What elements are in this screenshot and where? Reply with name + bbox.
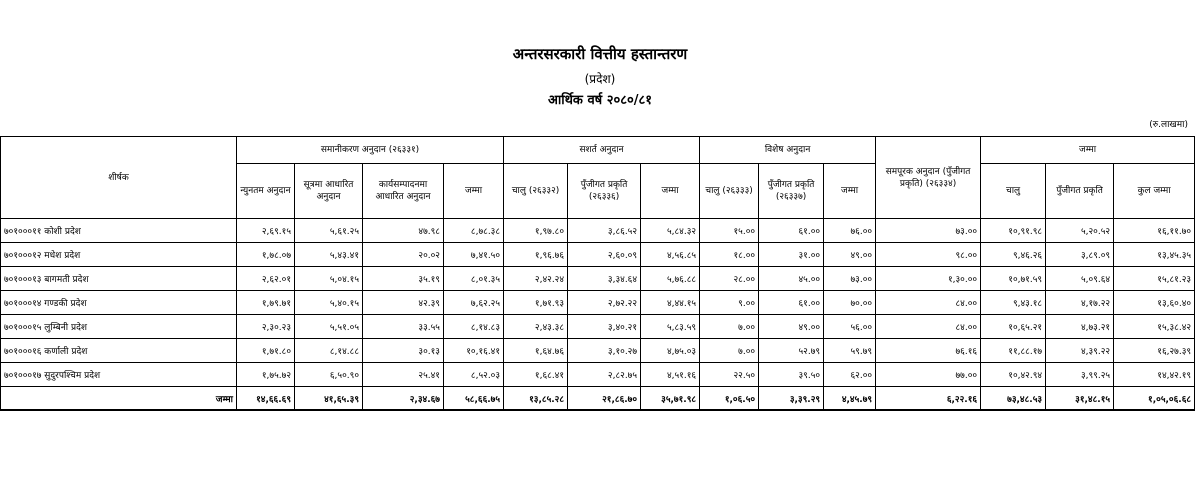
table-row xyxy=(1,267,1195,291)
table-cell: १०,७१.५९ xyxy=(981,267,1046,291)
table-cell: ५,७६.८८ xyxy=(641,267,700,291)
total-label: जम्मा xyxy=(1,387,237,411)
table-cell: ६१.०० xyxy=(759,219,824,243)
group-header-equalization: समानीकरण अनुदान (२६३३१) xyxy=(237,137,504,164)
table-cell: २८.०० xyxy=(700,267,759,291)
table-row xyxy=(1,243,1195,267)
table-cell: ७३.०० xyxy=(824,267,876,291)
table-cell: १,७९.७१ xyxy=(237,291,295,315)
row-label: ७०१०००११ कोशी प्रदेश xyxy=(1,219,237,243)
table-cell: ५,४३.४१ xyxy=(295,243,363,267)
column-header: पुँजीगत प्रकृति (२६३३६) xyxy=(568,164,641,219)
total-cell: १४,६६.६९ xyxy=(237,387,295,411)
table-row xyxy=(1,363,1195,387)
column-header: कार्यसम्पादनमा आधारित अनुदान xyxy=(363,164,444,219)
table-cell: ४२.३९ xyxy=(363,291,444,315)
column-header: चालु (२६३३३) xyxy=(700,164,759,219)
table-cell: १०,१६.४१ xyxy=(444,339,504,363)
table-cell: ८,१४.८३ xyxy=(444,315,504,339)
column-header: जम्मा xyxy=(824,164,876,219)
table-cell: १,७१.९३ xyxy=(504,291,568,315)
table-cell: २५.४१ xyxy=(363,363,444,387)
table-cell: ९८.०० xyxy=(876,243,981,267)
table-cell: १५.०० xyxy=(700,219,759,243)
table-cell: २,४२.२४ xyxy=(504,267,568,291)
table-cell: २,६२.०१ xyxy=(237,267,295,291)
table-cell: १३,६०.४० xyxy=(1114,291,1195,315)
report-subtitle: (प्रदेश) xyxy=(584,72,616,86)
table-cell: ७.०० xyxy=(700,315,759,339)
total-cell: ३,३९.२९ xyxy=(759,387,824,411)
table-cell: ३,१०.२७ xyxy=(568,339,641,363)
table-cell: १,९७.८० xyxy=(504,219,568,243)
table-cell: ४,५१.१६ xyxy=(641,363,700,387)
table-cell: ४,५६.८५ xyxy=(641,243,700,267)
fiscal-year: आर्थिक वर्ष २०८०/८१ xyxy=(547,93,653,108)
table-cell: १४,४२.१९ xyxy=(1114,363,1195,387)
table-cell: २,६९.१५ xyxy=(237,219,295,243)
table-cell: ४,७५.०३ xyxy=(641,339,700,363)
total-cell: १,०६.५० xyxy=(700,387,759,411)
table-cell: ५२.७९ xyxy=(759,339,824,363)
table-cell: ८,५२.०३ xyxy=(444,363,504,387)
table-cell: १,९६.७६ xyxy=(504,243,568,267)
table-cell: ४,७३.२१ xyxy=(1046,315,1114,339)
table-cell: ४,१७.२२ xyxy=(1046,291,1114,315)
row-label: ७०१०००१६ कर्णाली प्रदेश xyxy=(1,339,237,363)
table-cell: ४,४४.१५ xyxy=(641,291,700,315)
table-cell: ७३.०० xyxy=(876,219,981,243)
group-header-special: विशेष अनुदान xyxy=(700,137,876,164)
column-header: पुँजीगत प्रकृति xyxy=(1046,164,1114,219)
column-header: न्युनतम अनुदान xyxy=(237,164,295,219)
table-cell: ५,५१.०५ xyxy=(295,315,363,339)
table-cell: १,७८.०७ xyxy=(237,243,295,267)
table-cell: ३१.०० xyxy=(759,243,824,267)
total-cell: ५८,६६.७५ xyxy=(444,387,504,411)
table-cell: ९.०० xyxy=(700,291,759,315)
table-cell: ३,९९.२५ xyxy=(1046,363,1114,387)
total-cell: २१,८६.७० xyxy=(568,387,641,411)
grant-table xyxy=(0,136,1195,411)
table-cell: ५,२०.५२ xyxy=(1046,219,1114,243)
table-cell: ३,८९.०९ xyxy=(1046,243,1114,267)
table-cell: २०.०२ xyxy=(363,243,444,267)
table-cell: १६,२७.३९ xyxy=(1114,339,1195,363)
column-header: चालु (२६३३२) xyxy=(504,164,568,219)
column-header: जम्मा xyxy=(641,164,700,219)
total-cell: ४,४५.७९ xyxy=(824,387,876,411)
table-cell: ३,४०.२१ xyxy=(568,315,641,339)
table-cell: २२.५० xyxy=(700,363,759,387)
table-cell: २,८२.७५ xyxy=(568,363,641,387)
table-cell: ८,१४.८८ xyxy=(295,339,363,363)
table-cell: ८,७८.३८ xyxy=(444,219,504,243)
table-row xyxy=(1,315,1195,339)
table-cell: २,३०.२३ xyxy=(237,315,295,339)
table-cell: ४७.९८ xyxy=(363,219,444,243)
total-row xyxy=(1,387,1195,411)
table-cell: ७६.०० xyxy=(824,219,876,243)
table-cell: ३,८६.५२ xyxy=(568,219,641,243)
table-cell: २,७२.२२ xyxy=(568,291,641,315)
table-cell: ५६.०० xyxy=(824,315,876,339)
table-cell: ३३.५५ xyxy=(363,315,444,339)
table-cell: ६२.०० xyxy=(824,363,876,387)
row-label: ७०१०००१४ गण्डकी प्रदेश xyxy=(1,291,237,315)
table-cell: १५,३८.४२ xyxy=(1114,315,1195,339)
total-cell: ७३,४८.५३ xyxy=(981,387,1046,411)
table-cell: १,३०.०० xyxy=(876,267,981,291)
column-header: पुँजीगत प्रकृति (२६३३७) xyxy=(759,164,824,219)
table-cell: ५,०९.६४ xyxy=(1046,267,1114,291)
group-header-total: जम्मा xyxy=(981,137,1195,164)
table-cell: १०,६५.२१ xyxy=(981,315,1046,339)
table-cell: ३,३४.६४ xyxy=(568,267,641,291)
table-cell: १३,४५.३५ xyxy=(1114,243,1195,267)
table-cell: २,६०.०९ xyxy=(568,243,641,267)
table-row xyxy=(1,219,1195,243)
table-cell: ४९.०० xyxy=(824,243,876,267)
table-cell: ५,८४.३२ xyxy=(641,219,700,243)
table-cell: १८.०० xyxy=(700,243,759,267)
table-body xyxy=(1,219,1195,411)
table-cell: ७०.०० xyxy=(824,291,876,315)
column-header: चालु xyxy=(981,164,1046,219)
table-cell: ३०.१३ xyxy=(363,339,444,363)
total-cell: ४१,६५.३९ xyxy=(295,387,363,411)
row-label: ७०१०००१५ लुम्बिनी प्रदेश xyxy=(1,315,237,339)
table-cell: १,७५.७२ xyxy=(237,363,295,387)
table-cell: ७,४१.५० xyxy=(444,243,504,267)
table-cell: ४९.०० xyxy=(759,315,824,339)
table-cell: ६,५०.९० xyxy=(295,363,363,387)
table-cell: ८,०१.३५ xyxy=(444,267,504,291)
table-cell: ५,४०.१५ xyxy=(295,291,363,315)
table-cell: ४,३९.२२ xyxy=(1046,339,1114,363)
total-cell: ६,२२.१६ xyxy=(876,387,981,411)
group-header-conditional: सशर्त अनुदान xyxy=(504,137,700,164)
table-cell: ३९.५० xyxy=(759,363,824,387)
table-cell: १५,८१.२३ xyxy=(1114,267,1195,291)
table-cell: ३५.१९ xyxy=(363,267,444,291)
row-label: ७०१०००१३ बागमती प्रदेश xyxy=(1,267,237,291)
table-cell: ५९.७९ xyxy=(824,339,876,363)
table-row xyxy=(1,339,1195,363)
total-cell: ३१,४८.१५ xyxy=(1046,387,1114,411)
table-cell: ५,०४.१५ xyxy=(295,267,363,291)
total-cell: २,३४.६७ xyxy=(363,387,444,411)
table-cell: १,६८.४१ xyxy=(504,363,568,387)
table-cell: ७६.१६ xyxy=(876,339,981,363)
table-cell: १०,४२.९४ xyxy=(981,363,1046,387)
table-cell: ५,६१.२५ xyxy=(295,219,363,243)
total-cell: ३५,७१.९८ xyxy=(641,387,700,411)
column-header: जम्मा xyxy=(444,164,504,219)
table-cell: ७७.०० xyxy=(876,363,981,387)
row-label: ७०१०००१७ सुदुरपश्चिम प्रदेश xyxy=(1,363,237,387)
table-cell: १०,९१.९८ xyxy=(981,219,1046,243)
column-header: सूत्रमा आधारित अनुदान xyxy=(295,164,363,219)
table-cell: ७,६२.२५ xyxy=(444,291,504,315)
column-header: कुल जम्मा xyxy=(1114,164,1195,219)
unit-label: (रु.लाखमा) xyxy=(1149,120,1188,130)
group-header-complementary: समपूरक अनुदान (पुँजीगत प्रकृति) (२६३३४) xyxy=(876,137,981,219)
table-cell: १६,११.७० xyxy=(1114,219,1195,243)
table-cell: २,४३.३८ xyxy=(504,315,568,339)
total-cell: १३,८५.२८ xyxy=(504,387,568,411)
table-cell: ५,८३.५९ xyxy=(641,315,700,339)
table-cell: १,७१.८० xyxy=(237,339,295,363)
table-cell: ८४.०० xyxy=(876,291,981,315)
table-cell: ९,४६.२६ xyxy=(981,243,1046,267)
table-cell: ९,४३.१८ xyxy=(981,291,1046,315)
report-title: अन्तरसरकारी वित्तीय हस्तान्तरण xyxy=(512,45,688,63)
table-cell: ४५.०० xyxy=(759,267,824,291)
table-cell: १,६४.७६ xyxy=(504,339,568,363)
row-label: ७०१०००१२ मधेश प्रदेश xyxy=(1,243,237,267)
row-label-header: शीर्षक xyxy=(1,137,237,219)
table-cell: ६१.०० xyxy=(759,291,824,315)
table-cell: ११,८८.१७ xyxy=(981,339,1046,363)
total-cell: १,०५,०६.६८ xyxy=(1114,387,1195,411)
table-cell: ७.०० xyxy=(700,339,759,363)
table-row xyxy=(1,291,1195,315)
table-cell: ८४.०० xyxy=(876,315,981,339)
